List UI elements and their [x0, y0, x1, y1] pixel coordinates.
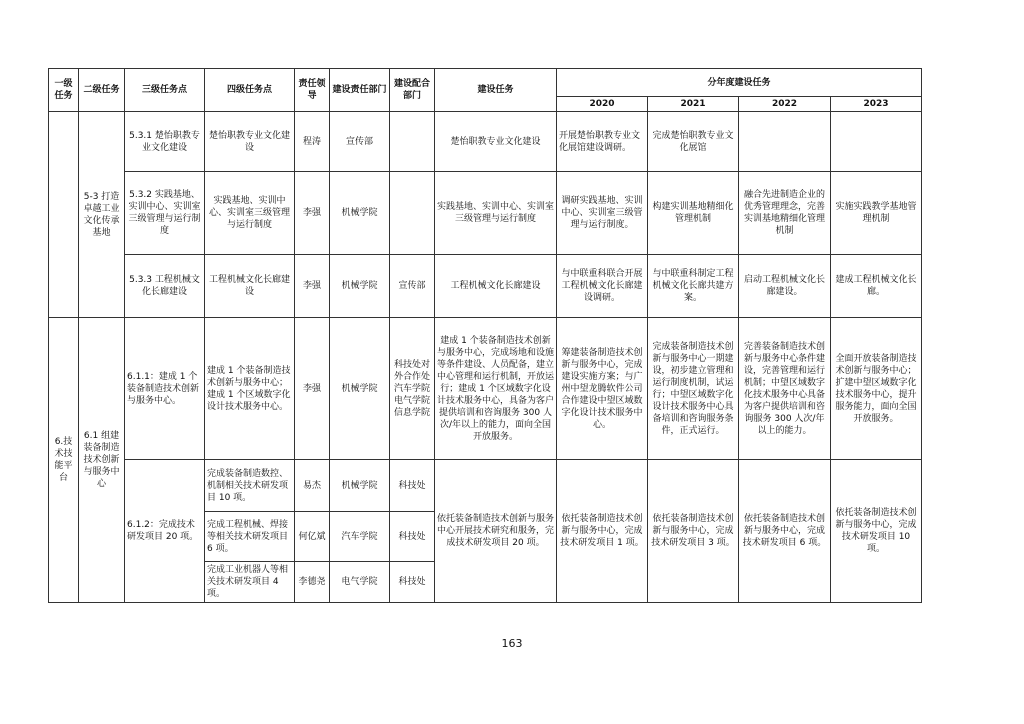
header-coop: 建设配合部门	[390, 69, 435, 112]
level3-cell: 6.1.1：建成 1 个装备制造技术创新与服务中心。	[125, 318, 205, 460]
header-task: 建设任务	[435, 69, 557, 112]
header-level4: 四级任务点	[205, 69, 295, 112]
year-2022-cell: 启动工程机械文化长廊建设。	[739, 255, 831, 318]
year-2020-cell: 与中联重科联合开展工程机械文化长廊建设调研。	[557, 255, 648, 318]
level1-cell: 6.技术技能平台	[49, 318, 79, 603]
header-leader: 责任领导	[295, 69, 330, 112]
leader-cell: 李德尧	[295, 562, 330, 603]
coop-cell: 科技处	[390, 562, 435, 603]
year-2022-cell	[739, 112, 831, 172]
dept-cell: 汽车学院	[330, 512, 390, 562]
level1-empty-cell	[49, 112, 79, 318]
dept-cell: 宣传部	[330, 112, 390, 172]
year-2023-cell: 实施实践教学基地管理机制	[831, 172, 922, 255]
level4-cell: 完成工程机械、焊接等相关技术研发项目 6 项。	[205, 512, 295, 562]
header-level3: 三级任务点	[125, 69, 205, 112]
year-2023-cell	[831, 112, 922, 172]
level3-cell: 5.3.1 楚怡职教专业文化建设	[125, 112, 205, 172]
year-2021-cell: 与中联重科制定工程机械文化长廊共建方案。	[648, 255, 739, 318]
level4-cell: 实践基地、实训中心、实训室三级管理与运行制度	[205, 172, 295, 255]
table-row	[49, 460, 922, 512]
level4-cell: 完成工业机器人等相关技术研发项目 4 项。	[205, 562, 295, 603]
header-dept: 建设责任部门	[330, 69, 390, 112]
coop-cell: 宣传部	[390, 255, 435, 318]
coop-cell: 科技处对外合作处汽车学院电气学院信息学院	[390, 318, 435, 460]
year-2022-cell: 依托装备制造技术创新与服务中心，完成技术研发项目 6 项。	[739, 460, 831, 603]
header-level1: 一级任务	[49, 69, 79, 112]
header-year: 2021	[648, 97, 739, 112]
leader-cell: 程涛	[295, 112, 330, 172]
year-2023-cell: 全面开放装备制造技术创新与服务中心；扩建中望区域数字化技术服务中心，提升服务能力，面向全国开放服务。	[831, 318, 922, 460]
dept-cell: 电气学院	[330, 562, 390, 603]
year-2020-cell: 筹建装备制造技术创新与服务中心，完成建设实施方案；与广州中望龙腾软件公司合作建设中望区域数字化设计技术服务中心。	[557, 318, 648, 460]
table-row	[49, 255, 922, 318]
leader-cell: 李强	[295, 172, 330, 255]
level3-cell: 6.1.2：完成技术研发项目 20 项。	[125, 460, 205, 603]
year-2023-cell: 依托装备制造技术创新与服务中心，完成技术研发项目 10 项。	[831, 460, 922, 603]
header-year: 2022	[739, 97, 831, 112]
leader-cell: 李强	[295, 318, 330, 460]
level2-cell: 6.1 组建装备制造技术创新与服务中心	[79, 318, 125, 603]
year-2021-cell: 完成装备制造技术创新与服务中心一期建设，初步建立管理和运行制度机制，试运行；中望区域数字化设计技术服务中心具备培训和咨询服务条件，正式运行。	[648, 318, 739, 460]
level2-cell: 5-3 打造卓越工业文化传承基地	[79, 112, 125, 318]
header-row	[49, 69, 922, 97]
dept-cell: 机械学院	[330, 172, 390, 255]
task-cell: 楚怡职教专业文化建设	[435, 112, 557, 172]
coop-cell	[390, 172, 435, 255]
year-2021-cell: 依托装备制造技术创新与服务中心，完成技术研发项目 3 项。	[648, 460, 739, 603]
level4-cell: 工程机械文化长廊建设	[205, 255, 295, 318]
level3-cell: 5.3.2 实践基地、实训中心、实训室三级管理与运行制度	[125, 172, 205, 255]
level3-cell: 5.3.3 工程机械文化长廊建设	[125, 255, 205, 318]
level4-cell: 楚怡职教专业文化建设	[205, 112, 295, 172]
header-yearly: 分年度建设任务	[557, 69, 922, 97]
task-cell: 工程机械文化长廊建设	[435, 255, 557, 318]
leader-cell: 何亿斌	[295, 512, 330, 562]
year-2022-cell: 融合先进制造企业的优秀管理理念，完善实训基地精细化管理机制	[739, 172, 831, 255]
table-row	[49, 112, 922, 172]
dept-cell: 机械学院	[330, 460, 390, 512]
coop-cell	[390, 112, 435, 172]
year-2020-cell: 调研实践基地、实训中心、实训室三级管理与运行制度。	[557, 172, 648, 255]
header-level2: 二级任务	[79, 69, 125, 112]
level4-cell: 建成 1 个装备制造技术创新与服务中心；建成 1 个区域数字化设计技术服务中心。	[205, 318, 295, 460]
year-2020-cell: 依托装备制造技术创新与服务中心，完成技术研发项目 1 项。	[557, 460, 648, 603]
task-cell: 实践基地、实训中心、实训室三级管理与运行制度	[435, 172, 557, 255]
header-year: 2020	[557, 97, 648, 112]
leader-cell: 易杰	[295, 460, 330, 512]
table-row	[49, 172, 922, 255]
page-number: 163	[501, 637, 523, 650]
task-cell: 依托装备制造技术创新与服务中心开展技术研究和服务，完成技术研发项目 20 项。	[435, 460, 557, 603]
year-2021-cell: 构建实训基地精细化管理机制	[648, 172, 739, 255]
leader-cell: 李强	[295, 255, 330, 318]
year-2020-cell: 开展楚怡职教专业文化展馆建设调研。	[557, 112, 648, 172]
level4-cell: 完成装备制造数控、机制相关技术研发项目 10 项。	[205, 460, 295, 512]
coop-cell: 科技处	[390, 512, 435, 562]
construction-plan-table	[48, 68, 922, 603]
header-year: 2023	[831, 97, 922, 112]
task-cell: 建成 1 个装备制造技术创新与服务中心，完成场地和设施等条件建设、人员配备，建立中心管理和运行机制，开放运行；建成 1 个区域数字化设计技术服务中心，具备为客户提供培训和咨询服务 300 人次/年以上的能力，面向全国开放服务。	[435, 318, 557, 460]
year-2021-cell: 完成楚怡职教专业文化展馆	[648, 112, 739, 172]
year-2023-cell: 建成工程机械文化长廊。	[831, 255, 922, 318]
dept-cell: 机械学院	[330, 255, 390, 318]
coop-cell: 科技处	[390, 460, 435, 512]
table-row	[49, 318, 922, 460]
year-2022-cell: 完善装备制造技术创新与服务中心条件建设，完善管理和运行机制；中望区域数字化技术服务中心具备为客户提供培训和咨询服务 300 人次/年以上的能力。	[739, 318, 831, 460]
dept-cell: 机械学院	[330, 318, 390, 460]
